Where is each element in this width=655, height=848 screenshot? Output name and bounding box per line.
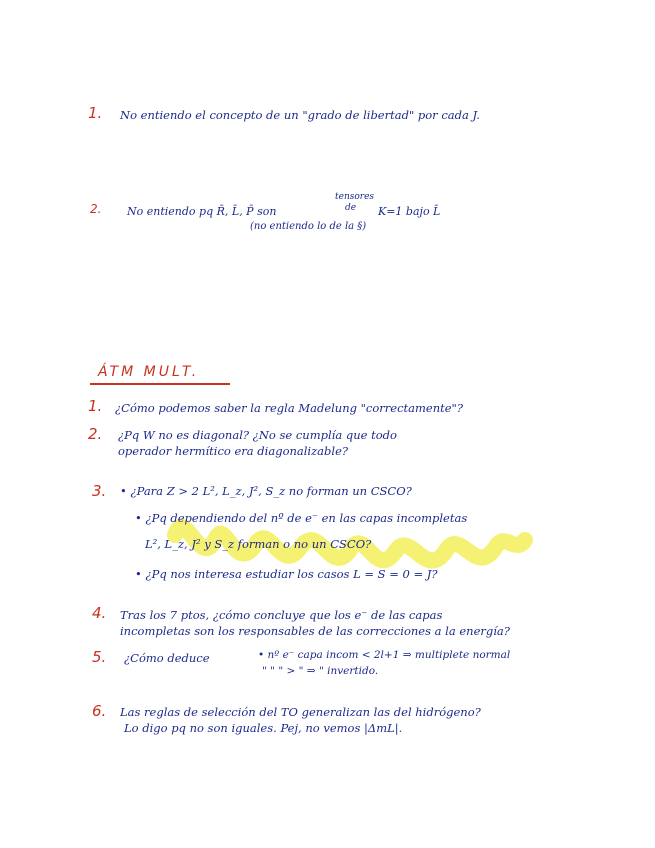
heading-underline [90,383,230,385]
q2-de: de [345,203,357,213]
m3-bullet1: • ¿Para Z > 2 L², L_z, J², S_z no forman un CSCO? [120,484,412,498]
m1-text: ¿Cómo podemos saber la regla Madelung "correctamente"? [115,401,464,415]
section-heading: ÁTM MULT. [98,364,200,380]
q2-number: 2. [90,202,102,216]
m1-number: 1. [88,397,103,415]
m3-bullet3: • ¿Pq nos interesa estudiar los casos L = S = 0 = J? [135,567,438,581]
m2-line1: ¿Pq W no es diagonal? ¿No se cumplía que todo [118,428,397,442]
q1-text: No entiendo el concepto de un "grado de libertad" por cada J. [120,108,480,122]
q2-tail: K=1 bajo L̄ [378,205,441,218]
m5-number: 5. [92,648,107,666]
m6-line2: Lo digo pq no son iguales. Pej, no vemos |ΔmL|. [124,721,403,735]
m4-line1: Tras los 7 ptos, ¿cómo concluye que los e⁻ de las capas [120,608,443,622]
m2-number: 2. [88,425,103,443]
m5-text: ¿Cómo deduce [124,651,210,665]
m2-line2: operador hermítico era diagonalizable? [118,444,349,458]
m5-line2: " " " > " ⇒ " invertido. [262,665,379,677]
m4-line2: incompletas son los responsables de las correcciones a la energía? [120,624,510,638]
q2-line2: (no entiendo lo de la §) [250,221,367,232]
m3-bullet2: • ¿Pq dependiendo del nº de e⁻ en las capas incompletas [135,511,468,525]
m5-line1: • nº e⁻ capa incom < 2l+1 ⇒ multiplete normal [258,649,511,661]
q2-above: tensores [335,192,375,202]
q1-number: 1. [88,104,103,122]
m6-line1: Las reglas de selección del TO generalizan las del hidrógeno? [120,705,481,719]
m3-bullet2b: L², L_z, J² y S_z forman o no un CSCO? [145,537,372,551]
m3-number: 3. [92,482,107,500]
q2-text: No entiendo pq R̄, L̄, P̄ son [127,205,277,218]
m6-number: 6. [92,702,107,720]
m4-number: 4. [92,604,107,622]
